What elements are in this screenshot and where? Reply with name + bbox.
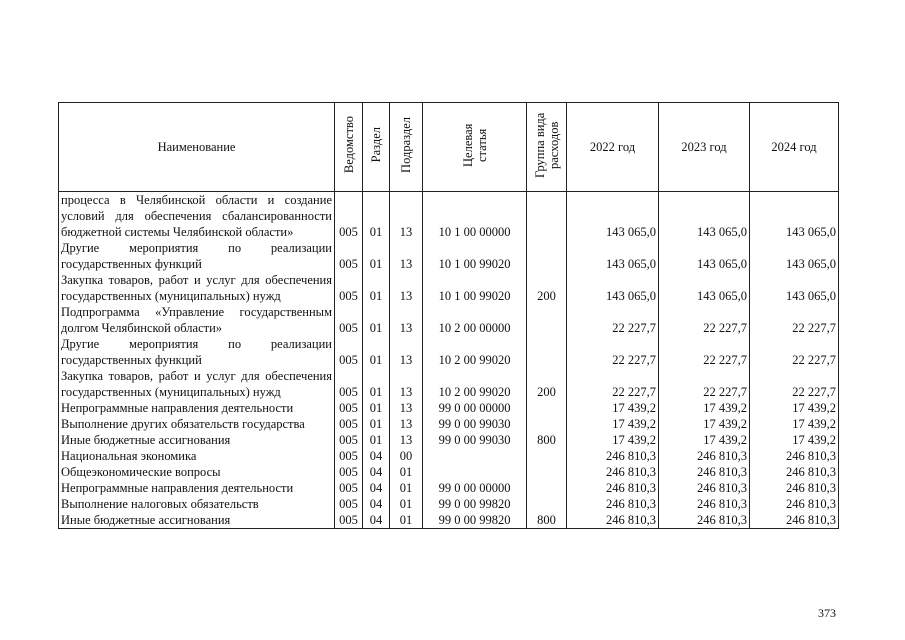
- cell-podrazdel: 01: [390, 464, 423, 480]
- cell-podrazdel: 13: [390, 272, 423, 304]
- cell-name: Общеэкономические вопросы: [59, 464, 335, 480]
- cell-ved: 005: [335, 272, 363, 304]
- cell-podrazdel: 00: [390, 448, 423, 464]
- cell-2023: 143 065,0: [659, 192, 750, 241]
- cell-cs: 10 1 00 00000: [423, 192, 527, 241]
- cell-name: Подпрограмма «Управление государственным долгом Челябинской области»: [59, 304, 335, 336]
- cell-razdel: 01: [363, 192, 390, 241]
- cell-2024: 17 439,2: [750, 400, 839, 416]
- header-podrazdel-label: Подраздел: [399, 117, 413, 173]
- cell-razdel: 01: [363, 336, 390, 368]
- table-row: [59, 272, 839, 304]
- cell-vr: 800: [527, 432, 567, 448]
- header-2022: 2022 год: [567, 103, 659, 192]
- cell-2024: 246 810,3: [750, 496, 839, 512]
- cell-2022: 22 227,7: [567, 336, 659, 368]
- table-row: [59, 336, 839, 368]
- cell-razdel: 01: [363, 272, 390, 304]
- cell-2022: 17 439,2: [567, 432, 659, 448]
- cell-cs: 10 1 00 99020: [423, 272, 527, 304]
- table-row: [59, 480, 839, 496]
- table-row: [59, 448, 839, 464]
- cell-2023: 143 065,0: [659, 272, 750, 304]
- cell-ved: 005: [335, 512, 363, 529]
- cell-2024: 143 065,0: [750, 272, 839, 304]
- header-ved: [335, 103, 363, 192]
- table-row: [59, 416, 839, 432]
- cell-razdel: 01: [363, 416, 390, 432]
- cell-name: Закупка товаров, работ и услуг для обеспечения государственных (муниципальных) нужд: [59, 272, 335, 304]
- header-vr-label: Группа вида расходов: [532, 112, 561, 178]
- cell-vr: [527, 400, 567, 416]
- header-2023: 2023 год: [659, 103, 750, 192]
- cell-razdel: 01: [363, 432, 390, 448]
- table-row: [59, 496, 839, 512]
- cell-2024: 22 227,7: [750, 368, 839, 400]
- cell-name: Выполнение налоговых обязательств: [59, 496, 335, 512]
- table-row: [59, 400, 839, 416]
- cell-podrazdel: 13: [390, 416, 423, 432]
- cell-ved: 005: [335, 496, 363, 512]
- header-cs: [423, 103, 527, 192]
- cell-ved: 005: [335, 368, 363, 400]
- cell-vr: 800: [527, 512, 567, 529]
- cell-2024: 143 065,0: [750, 240, 839, 272]
- cell-2022: 143 065,0: [567, 272, 659, 304]
- cell-2024: 246 810,3: [750, 448, 839, 464]
- cell-razdel: 01: [363, 304, 390, 336]
- table-body: [59, 192, 839, 529]
- cell-2024: 17 439,2: [750, 432, 839, 448]
- cell-ved: 005: [335, 240, 363, 272]
- cell-2023: 143 065,0: [659, 240, 750, 272]
- cell-cs: [423, 448, 527, 464]
- cell-vr: 200: [527, 272, 567, 304]
- cell-razdel: 04: [363, 464, 390, 480]
- cell-2023: 246 810,3: [659, 496, 750, 512]
- header-razdel-label: Раздел: [369, 127, 383, 163]
- cell-name: Выполнение других обязательств государства: [59, 416, 335, 432]
- cell-2023: 17 439,2: [659, 416, 750, 432]
- cell-cs: 99 0 00 99030: [423, 432, 527, 448]
- table-row: [59, 304, 839, 336]
- cell-ved: 005: [335, 448, 363, 464]
- cell-podrazdel: 13: [390, 336, 423, 368]
- cell-2023: 17 439,2: [659, 400, 750, 416]
- cell-2022: 143 065,0: [567, 192, 659, 241]
- cell-ved: 005: [335, 192, 363, 241]
- cell-razdel: 01: [363, 368, 390, 400]
- cell-cs: 99 0 00 99030: [423, 416, 527, 432]
- cell-vr: [527, 464, 567, 480]
- cell-podrazdel: 13: [390, 192, 423, 241]
- header-podrazdel: [390, 103, 423, 192]
- cell-name: Другие мероприятия по реализации государственных функций: [59, 336, 335, 368]
- cell-podrazdel: 13: [390, 368, 423, 400]
- cell-vr: [527, 496, 567, 512]
- cell-2024: 17 439,2: [750, 416, 839, 432]
- cell-name: процесса в Челябинской области и создание условий для обеспечения сбалансированности бюджетной системы Челябинской области»: [59, 192, 335, 241]
- cell-2024: 246 810,3: [750, 480, 839, 496]
- cell-cs: 99 0 00 00000: [423, 400, 527, 416]
- cell-cs: 10 2 00 99020: [423, 368, 527, 400]
- cell-2022: 22 227,7: [567, 304, 659, 336]
- cell-vr: 200: [527, 368, 567, 400]
- cell-cs: [423, 464, 527, 480]
- cell-cs: 99 0 00 99820: [423, 512, 527, 529]
- table-header-row: [59, 103, 839, 192]
- cell-name: Другие мероприятия по реализации государственных функций: [59, 240, 335, 272]
- table-row: [59, 432, 839, 448]
- cell-razdel: 01: [363, 240, 390, 272]
- cell-name: Национальная экономика: [59, 448, 335, 464]
- cell-vr: [527, 416, 567, 432]
- cell-2023: 22 227,7: [659, 304, 750, 336]
- cell-ved: 005: [335, 464, 363, 480]
- cell-2022: 246 810,3: [567, 512, 659, 529]
- cell-2022: 143 065,0: [567, 240, 659, 272]
- cell-name: Закупка товаров, работ и услуг для обеспечения государственных (муниципальных) нужд: [59, 368, 335, 400]
- cell-2023: 246 810,3: [659, 480, 750, 496]
- cell-2023: 246 810,3: [659, 464, 750, 480]
- table-row: [59, 192, 839, 241]
- cell-2024: 22 227,7: [750, 336, 839, 368]
- cell-ved: 005: [335, 400, 363, 416]
- cell-cs: 10 1 00 99020: [423, 240, 527, 272]
- cell-name: Непрограммные направления деятельности: [59, 400, 335, 416]
- table-row: [59, 512, 839, 529]
- cell-vr: [527, 192, 567, 241]
- cell-podrazdel: 13: [390, 304, 423, 336]
- cell-2024: 246 810,3: [750, 512, 839, 529]
- cell-podrazdel: 01: [390, 512, 423, 529]
- header-name: Наименование: [59, 103, 335, 192]
- cell-ved: 005: [335, 432, 363, 448]
- cell-cs: 10 2 00 99020: [423, 336, 527, 368]
- cell-2022: 246 810,3: [567, 496, 659, 512]
- header-razdel: [363, 103, 390, 192]
- cell-razdel: 04: [363, 480, 390, 496]
- cell-2023: 22 227,7: [659, 368, 750, 400]
- cell-2022: 246 810,3: [567, 448, 659, 464]
- budget-table: [58, 102, 839, 529]
- cell-ved: 005: [335, 480, 363, 496]
- cell-cs: 10 2 00 00000: [423, 304, 527, 336]
- cell-ved: 005: [335, 416, 363, 432]
- header-ved-label: Ведомство: [341, 116, 356, 174]
- cell-podrazdel: 01: [390, 480, 423, 496]
- cell-podrazdel: 13: [390, 240, 423, 272]
- cell-vr: [527, 480, 567, 496]
- cell-vr: [527, 240, 567, 272]
- cell-cs: 99 0 00 00000: [423, 480, 527, 496]
- table-row: [59, 240, 839, 272]
- cell-name: Непрограммные направления деятельности: [59, 480, 335, 496]
- cell-2022: 17 439,2: [567, 400, 659, 416]
- cell-podrazdel: 01: [390, 496, 423, 512]
- cell-name: Иные бюджетные ассигнования: [59, 432, 335, 448]
- cell-2023: 17 439,2: [659, 432, 750, 448]
- cell-razdel: 04: [363, 448, 390, 464]
- cell-2022: 17 439,2: [567, 416, 659, 432]
- cell-podrazdel: 13: [390, 400, 423, 416]
- cell-2024: 22 227,7: [750, 304, 839, 336]
- cell-2022: 22 227,7: [567, 368, 659, 400]
- cell-razdel: 04: [363, 512, 390, 529]
- cell-2024: 143 065,0: [750, 192, 839, 241]
- header-vr: [527, 103, 567, 192]
- cell-2022: 246 810,3: [567, 480, 659, 496]
- cell-cs: 99 0 00 99820: [423, 496, 527, 512]
- table-row: [59, 464, 839, 480]
- page-number: 373: [818, 606, 836, 620]
- cell-2023: 246 810,3: [659, 512, 750, 529]
- table-row: [59, 368, 839, 400]
- cell-2022: 246 810,3: [567, 464, 659, 480]
- cell-name: Иные бюджетные ассигнования: [59, 512, 335, 529]
- cell-ved: 005: [335, 304, 363, 336]
- header-cs-label: Целевая статья: [460, 123, 489, 167]
- cell-ved: 005: [335, 336, 363, 368]
- cell-vr: [527, 448, 567, 464]
- header-2024: 2024 год: [750, 103, 839, 192]
- cell-2023: 22 227,7: [659, 336, 750, 368]
- cell-podrazdel: 13: [390, 432, 423, 448]
- cell-razdel: 01: [363, 400, 390, 416]
- cell-2024: 246 810,3: [750, 464, 839, 480]
- cell-vr: [527, 336, 567, 368]
- cell-vr: [527, 304, 567, 336]
- cell-2023: 246 810,3: [659, 448, 750, 464]
- cell-razdel: 04: [363, 496, 390, 512]
